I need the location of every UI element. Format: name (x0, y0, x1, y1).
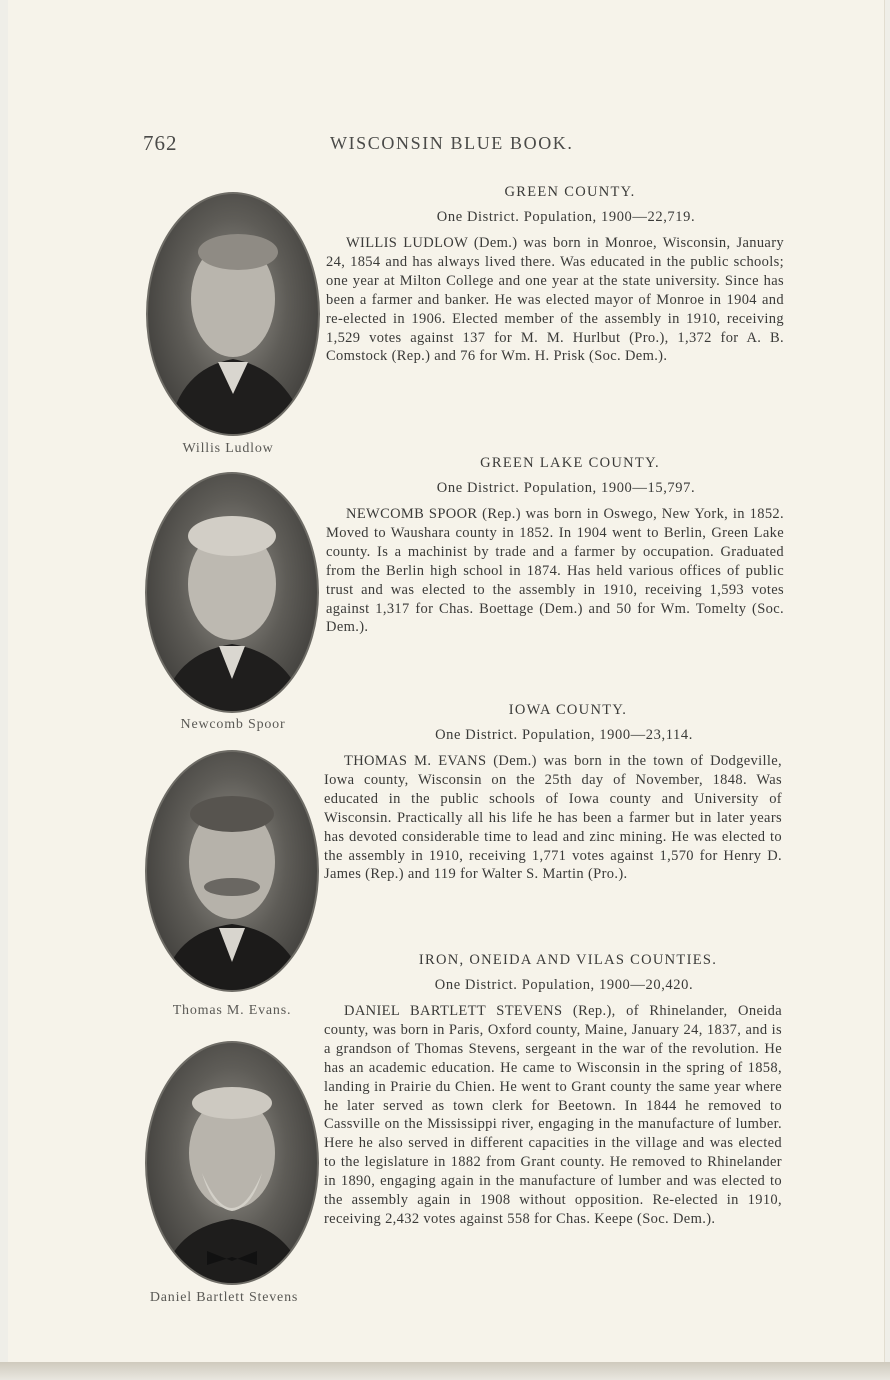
green-lake-county-section (326, 455, 784, 637)
portrait-caption: Daniel Bartlett Stevens (149, 1290, 299, 1305)
portrait-photo (145, 472, 319, 713)
portrait-caption: Willis Ludlow (182, 441, 274, 456)
county-heading: GREEN COUNTY. (504, 184, 636, 200)
green-county-section (326, 184, 784, 366)
portrait-caption: Newcomb Spoor (180, 717, 286, 732)
county-heading: IOWA COUNTY. (508, 702, 628, 718)
district-line: One District. Population, 1900—15,797. (436, 480, 696, 496)
iowa-county-section (324, 702, 782, 884)
district-line: One District. Population, 1900—23,114. (435, 727, 693, 743)
portrait-photo (146, 192, 320, 436)
page-number: 762 (143, 131, 178, 155)
page-edge (0, 1362, 890, 1380)
district-line: One District. Population, 1900—20,420. (434, 977, 694, 993)
county-heading: IRON, ONEIDA AND VILAS COUNTIES. (418, 952, 718, 968)
biography-text: DANIEL BARTLETT STEVENS (Rep.), of Rhinelander, Oneida county, was born in Paris, Oxford county, Maine, January 24, 1837, and is a grandson of Thomas Stevens, sergeant in the war of the revolution. He has an academic education. He came to Wisconsin in the spring of 1858, landing in Prairie du Chien. He went to Grant county the same year where he later served as town clerk for Beetown. In 1844 he removed to Cassville on the Mississippi river, engaging in the manufacture of lumber. Here he also served in different capacities in the village and was elected to the legislature in 1882 from Grant county. He removed to Rhinelander in 1890, engaging again in the manufacture of lumber and was elected to the assembly again in 1908 without opposition. Re-elected in 1910, receiving 2,432 votes against 558 for Chas. Keepe (Soc. Dem.). (324, 1003, 782, 1227)
running-title: WISCONSIN BLUE BOOK. (330, 133, 574, 153)
district-line: One District. Population, 1900—22,719. (436, 209, 696, 225)
county-heading: GREEN LAKE COUNTY. (480, 455, 660, 471)
biography-text: NEWCOMB SPOOR (Rep.) was born in Oswego, New York, in 1852. Moved to Waushara county in 1852. In 1904 went to Berlin, Green Lake county. Is a machinist by trade and a farmer by occupation. Graduated from the Berlin high school in 1874. Has held various offices of public trust and was elected to the assembly in 1910, receiving 1,593 votes against 1,317 for Chas. Boettage (Dem.) and 50 for Wm. Tomelty (Soc. Dem.). (326, 506, 784, 636)
portrait-caption: Thomas M. Evans. (172, 1003, 292, 1018)
biography-text: THOMAS M. EVANS (Dem.) was born in the town of Dodgeville, Iowa county, Wisconsin on the 25th day of November, 1848. Was educated in the public schools of Iowa county and University of Wisconsin. Practically all his life he has been a farmer but in later years has devoted considerable time to lead and zinc mining. He was elected to the assembly in 1910, receiving 1,771 votes against 1,570 for Henry D. James (Rep.) and 119 for Walter S. Martin (Pro.). (324, 753, 782, 883)
portrait-photo (145, 750, 319, 992)
biography-text: WILLIS LUDLOW (Dem.) was born in Monroe, Wisconsin, January 24, 1854 and has always lived there. Was educated in the public schools; one year at Milton College and one year at the state university. Since has been a farmer and banker. He was elected mayor of Monroe in 1904 and re-elected in 1906. Elected member of the assembly in 1910, receiving 1,529 votes against 137 for M. M. Hurlbut (Pro.), 1,372 for A. B. Comstock (Rep.) and 76 for Wm. H. Prisk (Soc. Dem.). (326, 235, 784, 365)
portrait-photo (145, 1041, 319, 1285)
iron-oneida-vilas-section (324, 952, 782, 1229)
